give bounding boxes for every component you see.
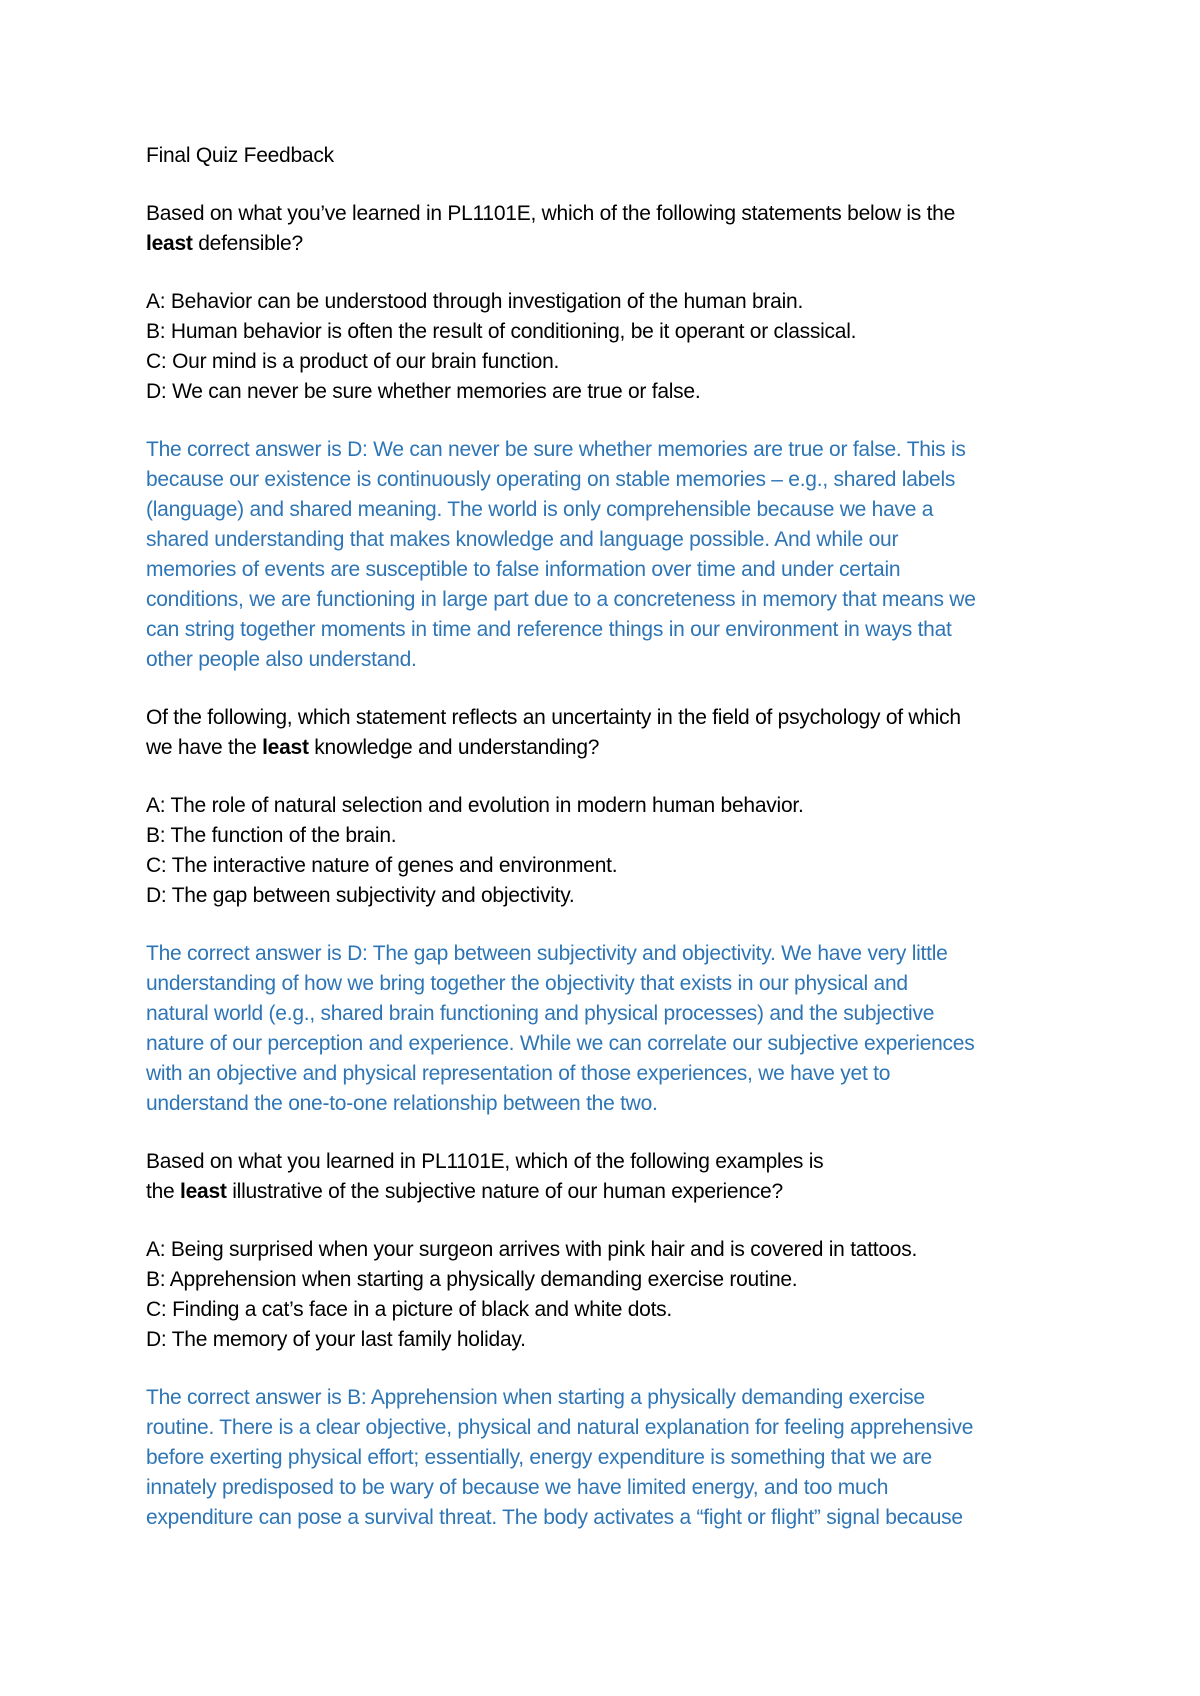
answer-line: The correct answer is D: We can never be sure whether memories are true or false. This is: [146, 438, 966, 461]
answer-line: shared understanding that makes knowledge and language possible. And while our: [146, 528, 899, 551]
option-c: C: Finding a cat’s face in a picture of black and white dots.: [146, 1298, 672, 1321]
option-a: A: Behavior can be understood through investigation of the human brain.: [146, 290, 804, 313]
question-1-options: [146, 287, 1086, 407]
option-d: D: We can never be sure whether memories are true or false.: [146, 380, 701, 403]
option-d: D: The gap between subjectivity and objectivity.: [146, 884, 575, 907]
emphasis-least: least: [262, 736, 309, 759]
question-3-stem-line-2-rest: illustrative of the subjective nature of our human experience?: [226, 1180, 783, 1203]
question-3-stem: [146, 1147, 1086, 1207]
answer-line: nature of our perception and experience. While we can correlate our subjective experiences: [146, 1032, 975, 1055]
question-1-answer: [146, 435, 1086, 675]
answer-line: with an objective and physical representation of those experiences, we have yet to: [146, 1062, 891, 1085]
question-2-stem-line-2-rest: knowledge and understanding?: [308, 736, 600, 759]
answer-line: innately predisposed to be wary of because we have limited energy, and too much: [146, 1476, 889, 1499]
question-1-stem-line-1: Based on what you’ve learned in PL1101E, which of the following statements below is the: [146, 202, 956, 225]
question-2-options: [146, 791, 1086, 911]
question-2-stem-line-2: [146, 733, 1086, 763]
document-body: [146, 141, 1086, 1561]
emphasis-least: least: [180, 1180, 227, 1203]
question-2-stem-line-1: Of the following, which statement reflects an uncertainty in the field of psychology of which: [146, 706, 961, 729]
question-1-stem: [146, 199, 1086, 259]
question-3-answer: [146, 1383, 1086, 1533]
question-3-stem-line-2-pre: the: [146, 1180, 181, 1203]
option-c: C: The interactive nature of genes and environment.: [146, 854, 618, 877]
option-b: B: Human behavior is often the result of conditioning, be it operant or classical.: [146, 320, 857, 343]
answer-line: understanding of how we bring together the objectivity that exists in our physical and: [146, 972, 908, 995]
option-b: B: Apprehension when starting a physically demanding exercise routine.: [146, 1268, 798, 1291]
question-2-answer: [146, 939, 1086, 1119]
answer-line: expenditure can pose a survival threat. The body activates a “fight or flight” signal because: [146, 1506, 963, 1529]
answer-line: before exerting physical effort; essentially, energy expenditure is something that we are: [146, 1446, 932, 1469]
answer-line: understand the one-to-one relationship between the two.: [146, 1092, 658, 1115]
question-1-stem-line-2-rest: defensible?: [192, 232, 303, 255]
answer-line: other people also understand.: [146, 648, 417, 671]
document-title: Final Quiz Feedback: [146, 144, 334, 167]
answer-line: routine. There is a clear objective, physical and natural explanation for feeling apprehensive: [146, 1416, 974, 1439]
answer-line: The correct answer is B: Apprehension when starting a physically demanding exercise: [146, 1386, 925, 1409]
option-a: A: Being surprised when your surgeon arrives with pink hair and is covered in tattoos.: [146, 1238, 918, 1261]
answer-line: because our existence is continuously operating on stable memories – e.g., shared labels: [146, 468, 956, 491]
question-3-options: [146, 1235, 1086, 1355]
answer-line: can string together moments in time and reference things in our environment in ways that: [146, 618, 952, 641]
answer-line: natural world (e.g., shared brain functioning and physical processes) and the subjective: [146, 1002, 935, 1025]
answer-line: conditions, we are functioning in large part due to a concreteness in memory that means we: [146, 588, 976, 611]
question-3-stem-line-2: [146, 1177, 1086, 1207]
option-c: C: Our mind is a product of our brain function.: [146, 350, 560, 373]
question-2-stem: [146, 703, 1086, 763]
question-1-stem-line-2: [146, 229, 1086, 259]
question-3-stem-line-1: Based on what you learned in PL1101E, which of the following examples is: [146, 1150, 824, 1173]
emphasis-least: least: [146, 232, 193, 255]
answer-line: (language) and shared meaning. The world is only comprehensible because we have a: [146, 498, 934, 521]
answer-line: memories of events are susceptible to false information over time and under certain: [146, 558, 901, 581]
option-b: B: The function of the brain.: [146, 824, 397, 847]
option-d: D: The memory of your last family holiday.: [146, 1328, 526, 1351]
option-a: A: The role of natural selection and evolution in modern human behavior.: [146, 794, 804, 817]
answer-line: The correct answer is D: The gap between subjectivity and objectivity. We have very little: [146, 942, 948, 965]
question-2-stem-line-2-pre: we have the: [146, 736, 263, 759]
